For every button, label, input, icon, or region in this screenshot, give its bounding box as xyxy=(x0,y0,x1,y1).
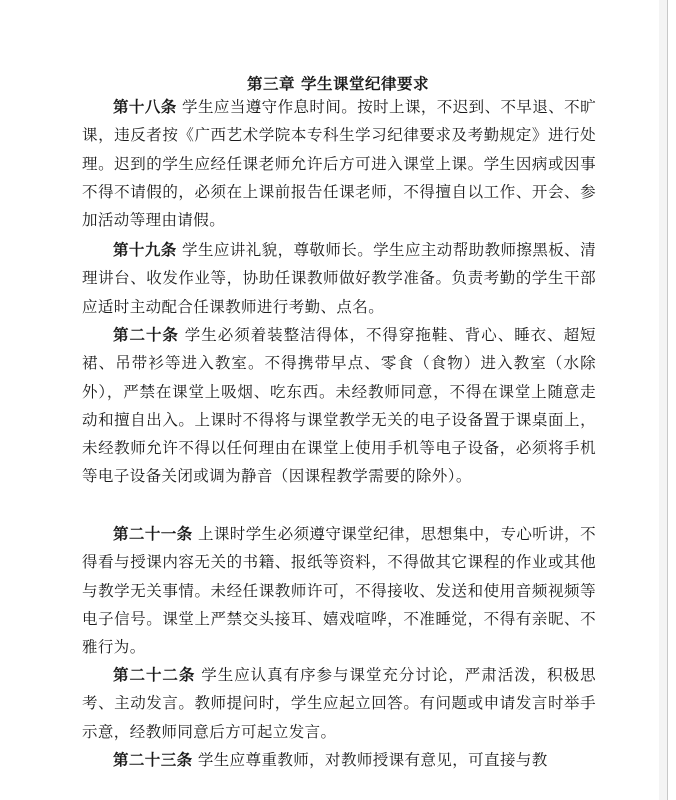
chapter-title: 第三章 学生课堂纪律要求 xyxy=(247,74,429,93)
article-21 xyxy=(82,520,596,661)
article-23 xyxy=(82,746,596,774)
article-18 xyxy=(82,93,596,234)
article-19-text: 学生应讲礼貌，尊敬师长。学生应主动帮助教师擦黑板、清理讲台、收发作业等，协助任课教师做好教学准备。负责考勤的学生干部应适时主动配合任课教师进行考勤、点名。 xyxy=(82,241,597,316)
article-23-number: 第二十三条 xyxy=(113,750,193,769)
article-20 xyxy=(82,321,596,491)
article-19-number: 第十九条 xyxy=(113,240,177,259)
article-18-text: 学生应当遵守作息时间。按时上课，不迟到、不早退、不旷课，违反者按《广西艺术学院本专科生学习纪律要求及考勤规定》进行处理。迟到的学生应经任课老师允许后方可进入课堂上课。学生因病或因事不得不请假的，必须在上课前报告任课老师，不得擅自以工作、开会、参加活动等理由请假。 xyxy=(82,98,597,230)
article-20-text: 学生必须着装整洁得体，不得穿拖鞋、背心、睡衣、超短裙、吊带衫等进入教室。不得携带早点、零食（食物）进入教室（水除外），严禁在课堂上吸烟、吃东西。未经教师同意，不得在课堂上随意走动和擅自出入。上课时不得将与课堂教学无关的电子设备置于课桌面上，未经教师允许不得以任何理由在课堂上使用手机等电子设备，必须将手机等电子设备关闭或调为静音（因课程教学需要的除外）。 xyxy=(82,326,596,486)
article-18-number: 第十八条 xyxy=(113,97,177,116)
page-edge xyxy=(659,0,667,800)
article-20-number: 第二十条 xyxy=(113,325,179,344)
article-22-number: 第二十二条 xyxy=(113,665,196,684)
article-22-text: 学生应认真有序参与课堂充分讨论，严肃活泼，积极思考、主动发言。教师提问时，学生应起立回答。有问题或申请发言时举手示意，经教师同意后方可起立发言。 xyxy=(82,666,596,741)
article-21-number: 第二十一条 xyxy=(113,524,193,543)
article-21-text: 上课时学生必须遵守课堂纪律，思想集中，专心听讲，不得看与授课内容无关的书籍、报纸等资料，不得做其它课程的作业或其他与教学无关事情。未经任课教师许可，不得接收、发送和使用音频视频等电子信号。课堂上严禁交头接耳、嬉戏喧哗，不准睡觉，不得有亲昵、不雅行为。 xyxy=(82,525,596,657)
article-22 xyxy=(82,661,596,746)
article-23-text: 学生应尊重教师，对教师授课有意见，可直接与教 xyxy=(192,751,548,769)
article-19 xyxy=(82,236,596,321)
